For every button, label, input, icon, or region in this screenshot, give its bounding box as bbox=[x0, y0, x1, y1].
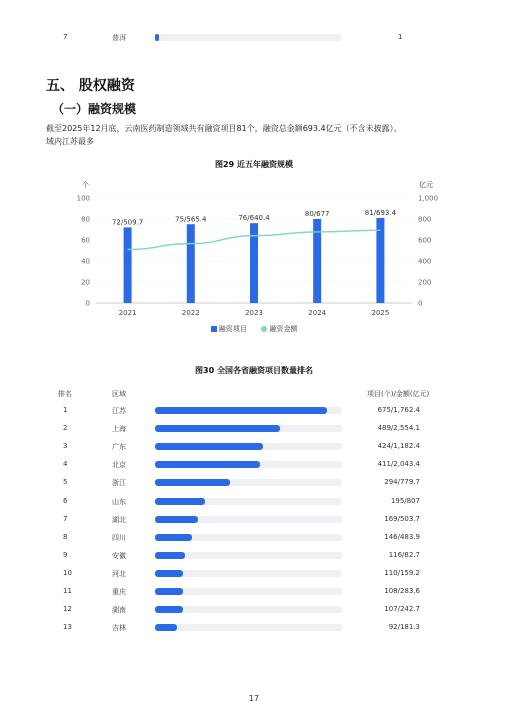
paragraph-line-2: 域内江苏最多 bbox=[46, 137, 94, 146]
chart29-left-unit: 个 bbox=[82, 181, 89, 189]
row-bar-fill bbox=[155, 624, 177, 631]
section-subtitle: （一）融资规模 bbox=[52, 102, 137, 116]
data-label: 75/565.4 bbox=[175, 215, 207, 224]
table-header-rank: 排名 bbox=[58, 390, 72, 398]
row-bar-track bbox=[155, 425, 342, 432]
section-title: 五、 股权融资 bbox=[46, 78, 135, 94]
row-bar-track bbox=[155, 516, 342, 523]
legend-line-swatch bbox=[261, 326, 267, 332]
row-rank: 1 bbox=[63, 406, 68, 414]
row-bar-fill bbox=[155, 498, 205, 505]
data-label: 76/640.4 bbox=[238, 214, 270, 223]
right-tick-label: 0 bbox=[418, 299, 423, 308]
chart29-plot bbox=[0, 185, 508, 325]
row-rank: 13 bbox=[63, 623, 72, 632]
right-tick-label: 600 bbox=[418, 236, 432, 245]
row-region: 上海 bbox=[112, 425, 126, 434]
table-header-value: 项目(个)/金额(亿元) bbox=[367, 390, 430, 398]
row-bar-fill bbox=[155, 570, 183, 577]
row-bar-track bbox=[155, 570, 342, 577]
x-tick-label: 2021 bbox=[118, 309, 137, 317]
row-rank: 4 bbox=[63, 460, 68, 469]
row-value: 675/1,762.4 bbox=[377, 406, 420, 414]
row-region: 浙江 bbox=[112, 479, 126, 488]
row-value: 146/483.9 bbox=[384, 532, 420, 541]
row-value: 294/779.7 bbox=[384, 478, 420, 487]
top-row-bar-track bbox=[155, 34, 342, 41]
row-bar-track bbox=[155, 407, 342, 414]
row-rank: 6 bbox=[63, 496, 68, 505]
top-row-bar-fill bbox=[155, 34, 159, 41]
x-tick-label: 2025 bbox=[371, 309, 390, 317]
row-bar-track bbox=[155, 588, 342, 595]
row-bar-fill bbox=[155, 552, 185, 559]
row-bar-track bbox=[155, 624, 342, 631]
row-region: 湖南 bbox=[112, 606, 126, 615]
row-value: 110/159.2 bbox=[384, 568, 420, 577]
row-value: 107/242.7 bbox=[384, 605, 420, 614]
x-tick-label: 2023 bbox=[245, 309, 263, 317]
row-bar-fill bbox=[155, 443, 263, 450]
row-value: 169/503.7 bbox=[384, 514, 420, 523]
row-bar-track bbox=[155, 534, 342, 541]
row-rank: 12 bbox=[63, 605, 72, 614]
row-bar-fill bbox=[155, 516, 198, 523]
row-bar-fill bbox=[155, 479, 230, 486]
row-bar-track bbox=[155, 461, 342, 468]
summary-paragraph bbox=[46, 122, 466, 148]
row-rank: 9 bbox=[63, 550, 68, 559]
row-bar-fill bbox=[155, 606, 183, 613]
top-row-value: 1 bbox=[398, 33, 403, 41]
row-rank: 10 bbox=[63, 568, 72, 577]
row-region: 北京 bbox=[112, 461, 126, 470]
data-label: 81/693.4 bbox=[364, 208, 397, 217]
left-tick-label: 100 bbox=[76, 194, 90, 203]
row-value: 92/181.3 bbox=[388, 623, 420, 632]
data-label: 80/677 bbox=[304, 210, 330, 218]
legend-bar-swatch bbox=[211, 326, 217, 332]
legend-bar-label: 融资项目 bbox=[218, 325, 247, 333]
row-value: 424/1,182.4 bbox=[377, 442, 420, 451]
left-tick-label: 60 bbox=[81, 236, 90, 245]
row-bar-track bbox=[155, 552, 342, 559]
top-row-region: 普洱 bbox=[112, 34, 126, 42]
row-region: 河北 bbox=[112, 569, 126, 578]
left-tick-label: 80 bbox=[81, 215, 90, 224]
paragraph-line-1: 截至2025年12月底，云南医药制造领域共有融资项目81个，融资总金额693.4亿元（不含未披露）。 bbox=[46, 124, 402, 133]
right-tick-label: 800 bbox=[418, 215, 432, 224]
row-bar-fill bbox=[155, 461, 260, 468]
x-tick-label: 2024 bbox=[308, 309, 327, 317]
data-label: 72/509.7 bbox=[111, 218, 144, 227]
legend-line-label: 融资金额 bbox=[269, 325, 298, 333]
chart29-x-labels bbox=[119, 309, 390, 317]
chart29-title: 图29 近五年融资规模 bbox=[215, 160, 293, 169]
row-bar-track bbox=[155, 443, 342, 450]
table-header-region: 区域 bbox=[112, 390, 126, 398]
row-region: 重庆 bbox=[112, 588, 126, 596]
right-tick-label: 200 bbox=[418, 278, 432, 287]
right-tick-label: 1,000 bbox=[418, 194, 439, 203]
chart30-title: 图30 全国各省融资项目数量排名 bbox=[195, 366, 313, 375]
left-tick-label: 20 bbox=[81, 278, 90, 287]
row-value: 411/2,043.4 bbox=[377, 460, 420, 469]
row-value: 489/2,554.1 bbox=[377, 424, 420, 433]
row-region: 湖北 bbox=[112, 515, 126, 524]
row-region: 山东 bbox=[112, 497, 126, 506]
row-rank: 11 bbox=[63, 587, 72, 595]
row-rank: 3 bbox=[63, 442, 68, 451]
row-bar-track bbox=[155, 498, 342, 505]
chart29-legend bbox=[0, 324, 508, 334]
row-bar-track bbox=[155, 606, 342, 613]
row-rank: 5 bbox=[63, 478, 68, 487]
left-tick-label: 0 bbox=[85, 299, 90, 308]
row-value: 108/283.6 bbox=[384, 587, 420, 595]
row-region: 广东 bbox=[112, 443, 126, 452]
row-bar-fill bbox=[155, 425, 280, 432]
row-region: 安徽 bbox=[112, 551, 126, 560]
row-region: 吉林 bbox=[112, 624, 126, 633]
row-value: 116/82.7 bbox=[388, 550, 420, 559]
page-number: 17 bbox=[248, 694, 260, 703]
row-region: 江苏 bbox=[112, 407, 126, 415]
row-rank: 2 bbox=[63, 424, 68, 433]
row-bar-fill bbox=[155, 588, 183, 595]
row-value: 195/807 bbox=[390, 496, 420, 505]
bar-2022 bbox=[187, 224, 195, 303]
row-region: 四川 bbox=[112, 533, 126, 542]
row-bar-fill bbox=[155, 534, 192, 541]
row-bar-fill bbox=[155, 407, 327, 414]
chart29-right-unit: 亿元 bbox=[419, 181, 433, 189]
row-rank: 7 bbox=[63, 514, 68, 523]
right-tick-label: 400 bbox=[418, 257, 432, 266]
row-bar-track bbox=[155, 479, 342, 486]
x-tick-label: 2022 bbox=[181, 309, 200, 317]
row-rank: 8 bbox=[63, 532, 68, 541]
top-row-rank: 7 bbox=[63, 33, 68, 41]
bar-2021 bbox=[124, 227, 132, 303]
left-tick-label: 40 bbox=[81, 257, 90, 266]
